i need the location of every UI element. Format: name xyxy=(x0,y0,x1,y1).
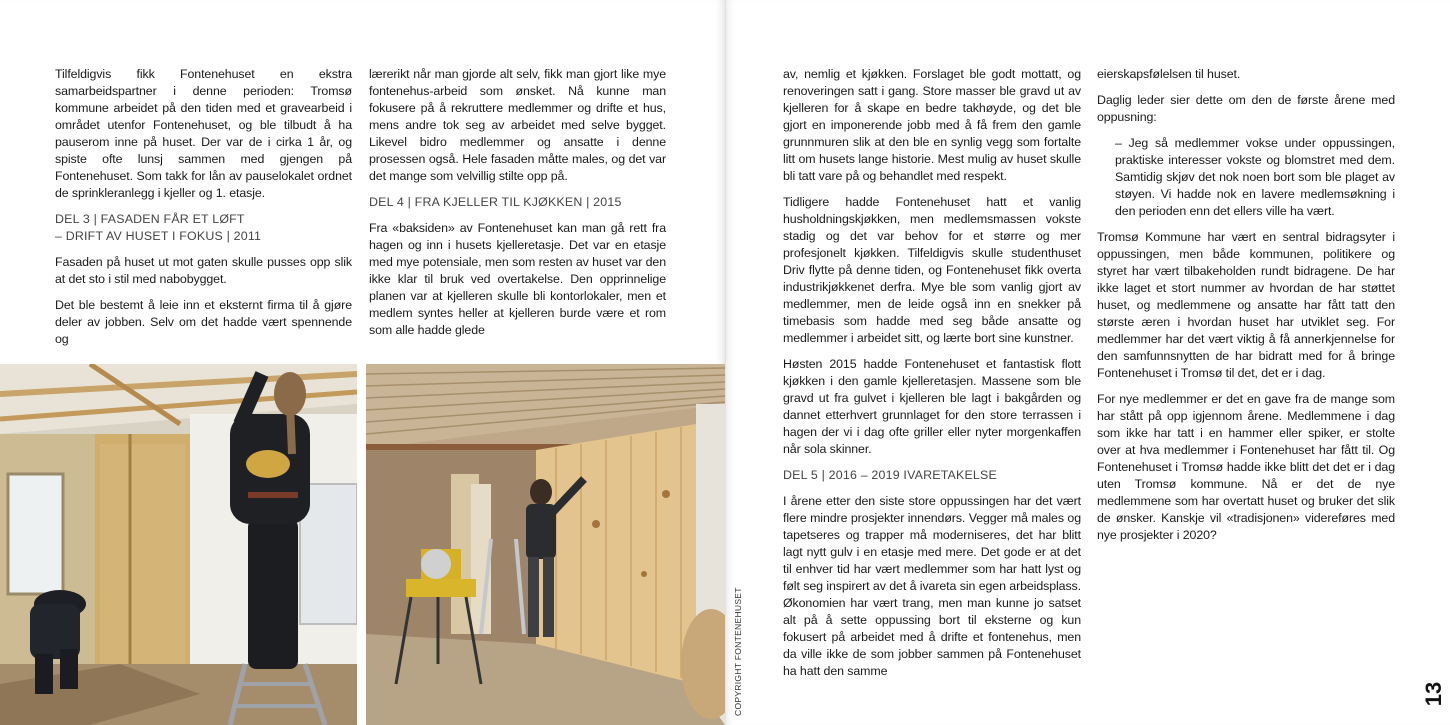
paragraph: For nye medlemmer er det en gave fra de mange som har stått på opp igjennom årene. Medlemmene i dag som ikke har tatt i en hammer eller spiker, er stolte over at hva medlemmer i Fontenehuset har fått til. Og Fontenehuset i Tromsø hadde ikke blitt det det er i dag uten Tromsø kommune. Nå er det de nye medlemmene som har overtatt huset og bruker det slik de ønsker. Kanskje vil «tradisjonen» videreføres med nye prosjekter i 2020? xyxy=(1097,392,1395,542)
section-heading: DEL 5 | 2016 – 2019 IVARETAKELSE xyxy=(783,468,997,482)
right-page xyxy=(726,0,1450,725)
left-column-1 xyxy=(55,66,352,357)
paragraph: I årene etter den siste store oppussingen har det vært flere mindre prosjekter innendørs. Vegger må males og tapetseres og trapper må moderniseres, det har blitt lagt nytt gulv i en etasje med mere. Det gode er at det til enhver tid har vært medlemmer som har hatt lyst og følt seg inspirert av det å ivareta sin egen arbeidsplass. Økonomien har vært trang, men man kunne jo satset alt på å sette oppussing bort til eksterne og kun fokusert på arbeidet med å drifte et fontenehus, men da ville ikke de som jobber sammen på Fontenehuset ha hatt den samme xyxy=(783,494,1081,678)
block-quote: – Jeg så medlemmer vokse under oppussingen, praktiske interesser vokste og blomstret med dem. Samtidig skjøv det nok noen bort som ble plaget av støyen. Vi hadde nok en lavere medlemsøkning i den perioden enn det ellers ville ha vært. xyxy=(1115,136,1395,218)
right-column-1 xyxy=(783,66,1081,689)
section-heading: DEL 4 | FRA KJELLER TIL KJØKKEN | 2015 xyxy=(369,195,622,209)
paragraph: Tromsø Kommune har vært en sentral bidragsyter i oppussingen, men både kommunen, politikere og styret har vært tilbakeholden rundt bidragene. De har ikke laget et stort nummer av hvordan de har støttet huset, og medlemmene og ansatte har fått tatt den største æren i hvordan huset har utviklet seg. For medlemmer har det vært viktig å få annerkjennelse for den samfunnsnytten de har bidratt med for å bringe Fontenehuset i Tromsø til det, det er i dag. xyxy=(1097,230,1395,380)
paragraph: av, nemlig et kjøkken. Forslaget ble godt mottatt, og renoveringen satt i gang. Store masser ble gravd ut av kjelleren for å skape en bedre takhøyde, og det ble gjort en imponerende jobb med å få frem den gamle grunnmuren slik at den ble en synlig vegg som fortalte litt om husets lange historie. Mest mulig av huset skulle bli tatt vare på og behandlet med respekt. xyxy=(783,67,1081,183)
paragraph: Fasaden på huset ut mot gaten skulle pusses opp slik at det sto i stil med nabobygget. xyxy=(55,255,352,286)
paragraph: eierskapsfølelsen til huset. xyxy=(1097,67,1241,81)
paragraph: Fra «baksiden» av Fontenehuset kan man gå rett fra hagen og inn i husets kjelleretasje. Det var en etasje med mye potensiale, men som resten av huset var den ikke klar til bruk ved overtakelse. Den opprinnelige planen var at kjelleren skulle bli kontorlokaler, men et medlem syntes heller at kjelleren burde være et rom som alle hadde glede xyxy=(369,221,666,337)
section-heading: – DRIFT AV HUSET I FOKUS | 2011 xyxy=(55,229,262,243)
left-column-2 xyxy=(369,66,666,348)
right-column-2 xyxy=(1097,66,1395,553)
paragraph: Høsten 2015 hadde Fontenehuset et fantastisk flott kjøkken i den gamle kjelleretasjen. Massene som ble gravd ut fra gulvet i kjelleren ble lagt i bakgården og dannet etterhvert grunnlaget for den store terrassen i hagen der vi i dag ofte griller eller nyter morgenkaffen når sola skinner. xyxy=(783,357,1081,456)
paragraph: Daglig leder sier dette om den de første årene med oppusning: xyxy=(1097,93,1395,124)
copyright-text: COPYRIGHT FONTENEHUSET xyxy=(733,587,743,716)
photo-credit xyxy=(731,587,743,718)
paragraph: Tilfeldigvis fikk Fontenehuset en ekstra samarbeidspartner i denne perioden: Tromsø kommune arbeidet på den tiden med et gravearbeid i området utenfor Fontenehuset, og ble tilbudt å ha pauserom inne på huset. Der var de i cirka 1 år, og spiste ofte lunsj sammen med gjengen på Fontenehuset. Som takk for lån av pauselokalet ordnet de sprinkleranlegg i kjeller og 1. etasje. xyxy=(55,67,352,200)
section-heading: DEL 3 | FASADEN FÅR ET LØFT xyxy=(55,212,245,226)
renovation-photo-panel-wall xyxy=(366,364,725,725)
paragraph: Tidligere hadde Fontenehuset hatt et vanlig husholdningskjøkken, men medlemsmassen vokste stadig og det var behov for et større og mer profesjonelt kjøkken. Tilfeldigvis skulle studenthuset Driv flytte på denne tiden, og Fontenehuset fikk overta industrikjøkkenet derfra. Mye ble som vanlig gjort av medlemmer, men de leide også inn en snekker på timebasis som hadde med seg både ansatte og medlemmer i arbeidet sitt, og lærte bort sine kunstner. xyxy=(783,195,1081,345)
paragraph: lærerikt når man gjorde alt selv, fikk man gjort like mye fontenehus-arbeid som ønsket. Nå kunne man fokusere på å rekruttere medlemmer og drifte et hus, mens andre tok seg av arbeidet med selve bygget. Likevel bidro medlemmer og ansatte i denne prosessen også. Hele fasaden måtte males, og det var det mange som velvillig stilte opp på. xyxy=(369,67,666,183)
paragraph: Det ble bestemt å leie inn et eksternt firma til å gjøre deler av jobben. Selv om det hadde vært spennende og xyxy=(55,298,352,346)
page-number: 13 xyxy=(1420,681,1446,707)
renovation-photo-ladder xyxy=(0,364,357,725)
